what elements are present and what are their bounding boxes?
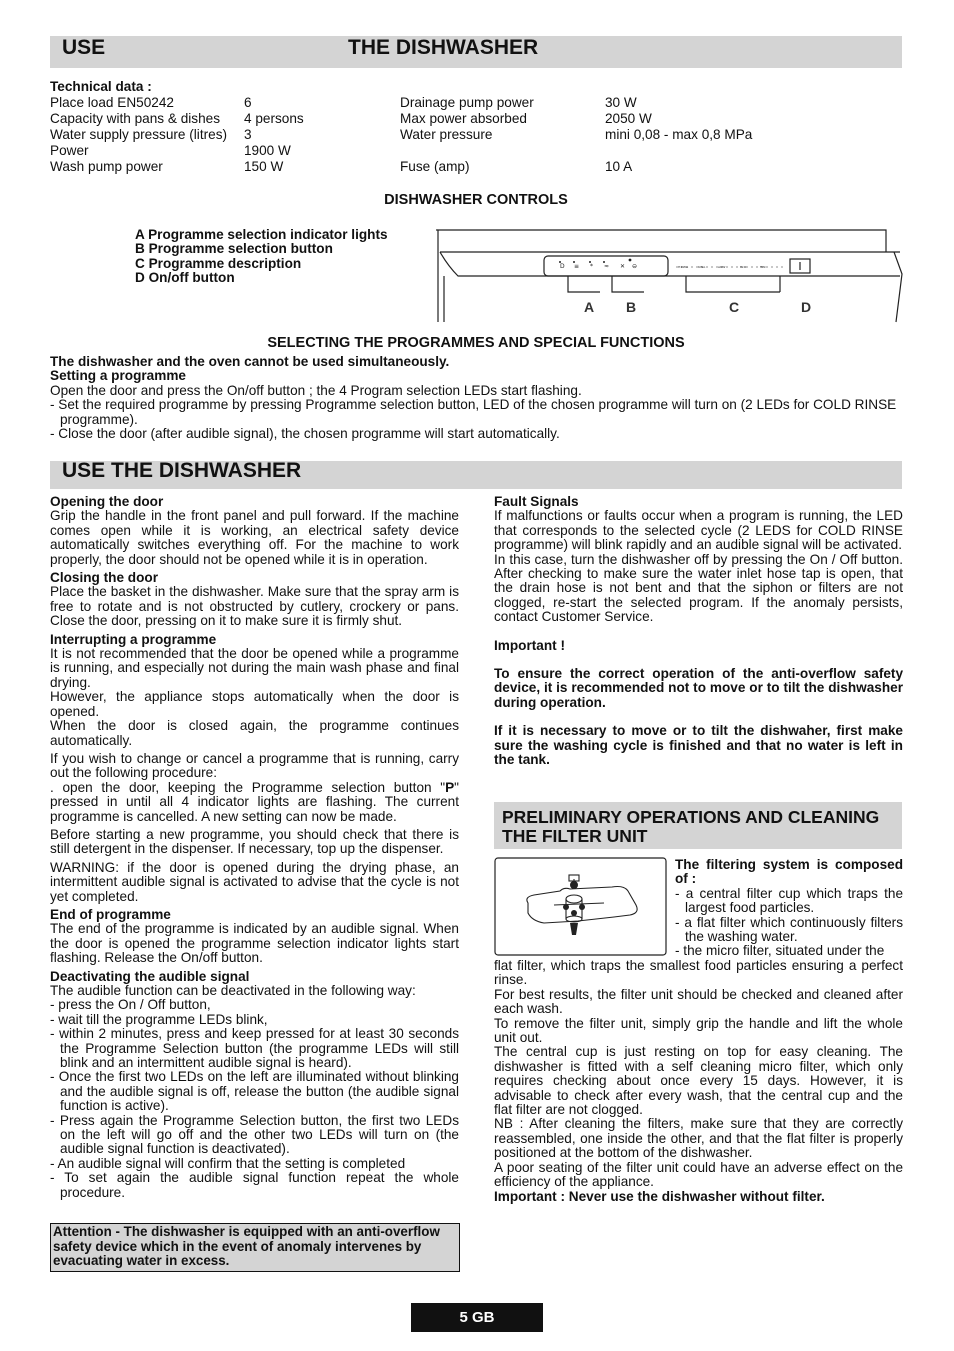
deact-item: - within 2 minutes, press and keep pressed for at least 30 seconds the Programme Selection button (the programme LEDs will still blink and an intermittent audible signal is heard).	[50, 1026, 459, 1071]
technical-label: Fuse (amp)	[400, 158, 470, 174]
filter-body	[494, 959, 903, 1204]
filter-cont: flat filter, which traps the smallest food particles ensuring a perfect rinse.	[494, 958, 903, 988]
deact-item: - To set again the audible signal function repeat the whole procedure.	[50, 1170, 459, 1200]
technical-title: Technical data :	[50, 79, 152, 94]
svg-text:D: D	[560, 263, 565, 270]
technical-value: 4 persons	[244, 110, 304, 126]
technical-value: 10 A	[605, 158, 633, 174]
closing-text: Place the basket in the dishwasher. Make sure that the spray arm is free to rotate and is not obstructed by cutlery, crockery or pans. Close the door, pressing on it to make sure it is firmly shut.	[50, 584, 459, 629]
legend-item: A Programme selection indicator lights	[135, 227, 388, 242]
selecting-line: - Set the required programme by pressing Programme selection button, LED of the chosen programme will turn on (2 LEDs for COLD RINSE programme).	[50, 397, 897, 427]
selecting-line: Open the door and press the On/off button ; the 4 Program selection LEDs start flashing.	[50, 382, 582, 398]
control-panel-figure	[434, 226, 904, 324]
svg-text:⊖: ⊖	[632, 263, 638, 270]
deact-item: - Once the first two LEDs on the left are illuminated without blinking and the audible signal is off, release the button (the audible signal function is active).	[50, 1069, 459, 1114]
important-text: If it is necessary to move or to tilt the dishwaher, first make sure the washing cycle is finished and that no water is left in the tank.	[494, 723, 903, 768]
section-title-prelim: PRELIMINARY OPERATIONS AND CLEANING THE FILTER UNIT	[502, 807, 880, 846]
page-number: 5 GB	[411, 1303, 543, 1332]
interrupt-procedure-a: . open the door, keeping the Programme selection button "	[50, 779, 446, 795]
technical-row	[400, 159, 752, 175]
legend-item: B Programme selection button	[135, 241, 333, 257]
deact-item: - press the On / Off button,	[50, 997, 211, 1013]
svg-text:ᴷᵂᴬ: ᴷᵂᴬ	[698, 266, 706, 272]
selecting-title: SELECTING THE PROGRAMMES AND SPECIAL FUNCTIONS	[267, 335, 685, 351]
technical-row	[50, 159, 304, 175]
fault-text: In this case, turn the dishwasher off by pressing the On / Off button. After checking to make sure the water inlet hose tap is open, that the drain hose is not bent and that the siphon or filters are not clogged, re-start the selected program. If the anomaly persists, contact Customer Service.	[494, 551, 903, 625]
interrupt-text: It is not recommended that the door be opened while a programme is running, and especially not during the main wash phase and final drying.	[50, 646, 459, 690]
technical-label: Water pressure	[400, 126, 493, 142]
filter-item: - a flat filter which continuously filters the washing water.	[675, 914, 903, 945]
technical-row	[50, 143, 304, 159]
technical-table-left	[50, 95, 304, 175]
technical-value: 3	[244, 126, 252, 142]
filter-item: - a central filter cup which traps the largest food particles.	[675, 885, 903, 916]
technical-row	[400, 95, 752, 111]
opening-title: Opening the door	[50, 494, 164, 509]
technical-label: Place load EN50242	[50, 94, 174, 110]
svg-text:ᴿᴵᴺ: ᴿᴵᴺ	[760, 266, 766, 272]
interrupt-procedure-c: " pressed in until all 4 indicator lights are flashing. The current programme is cancelled. A new setting can now be made.	[50, 779, 459, 824]
technical-row	[400, 111, 752, 127]
technical-row	[400, 143, 752, 159]
figure-label-d: D	[801, 299, 812, 315]
header-title: THE DISHWASHER	[348, 36, 539, 59]
technical-value: 2050 W	[605, 110, 652, 126]
svg-text:✕: ✕	[620, 263, 626, 270]
interrupt-text: WARNING: if the door is opened during the drying phase, an intermittent audible signal is activated to advise that the cycle is not yet completed.	[50, 859, 459, 904]
technical-data	[50, 80, 152, 94]
technical-label: Power	[50, 142, 89, 158]
svg-text:ᴱᶜᴼ: ᴱᶜᴼ	[740, 266, 747, 272]
filter-important: Important : Never use the dishwasher without filter.	[494, 1188, 825, 1204]
selecting-subtitle: Setting a programme	[50, 368, 186, 384]
left-column	[50, 495, 459, 1200]
selecting-line: - Close the door (after audible signal), the chosen programme will start automatically.	[50, 426, 560, 442]
technical-table-right	[400, 95, 752, 175]
right-column	[494, 495, 903, 768]
technical-value: 30 W	[605, 94, 637, 110]
section-bar-use	[50, 461, 902, 489]
technical-label: Wash pump power	[50, 158, 163, 174]
deact-title: Deactivating the audible signal	[50, 968, 250, 984]
technical-label: Max power absorbed	[400, 110, 527, 126]
filter-item: - the micro filter, situated under the	[675, 943, 885, 959]
selecting-section	[50, 355, 906, 441]
opening-text: Grip the handle in the front panel and pull forward. If the machine comes open while it is working, an electrical safety device automatically switches everything off. For the machine to work properly, the door should not be opened while it is in operation.	[50, 508, 459, 567]
technical-value: 6	[244, 94, 252, 110]
legend-item: D On/off button	[135, 270, 235, 286]
technical-row	[50, 111, 304, 127]
deact-item: - wait till the programme LEDs blink,	[50, 1011, 268, 1027]
technical-value: 150 W	[244, 158, 284, 174]
filter-text: For best results, the filter unit should be checked and cleaned after each wash.	[494, 986, 903, 1017]
legend-item: C Programme description	[135, 255, 302, 271]
filter-text: A poor seating of the filter unit could have an adverse effect on the efficiency of the appliance.	[494, 1159, 903, 1190]
deact-intro: The audible function can be deactivated in the following way:	[50, 983, 416, 998]
svg-text:≡: ≡	[574, 263, 580, 270]
interrupt-text: However, the appliance stops automatically when the door is opened.	[50, 689, 459, 719]
controls-title: DISHWASHER CONTROLS	[384, 192, 568, 208]
technical-row	[400, 127, 752, 143]
technical-label: Water supply pressure (litres)	[50, 126, 228, 142]
filter-text: NB : After cleaning the filters, make sure that they are correctly reassembled, one inside the other, and that the flat filter is properly positioned at the bottom of the dishwasher.	[494, 1116, 903, 1161]
svg-text:ᴬᴷᵂ: ᴬᴷᵂ	[718, 266, 726, 272]
technical-value: 1900 W	[244, 142, 291, 158]
interrupt-procedure-key: P	[445, 779, 455, 795]
svg-text:*: *	[590, 263, 593, 270]
important-text: To ensure the correct operation of the anti-overflow safety device, it is recommended not to move or to tilt the dishwasher during operation.	[494, 666, 903, 710]
attention-box: Attention - The dishwasher is equipped with an anti-overflow safety device which in the event of anomaly intervenes by evacuating water in excess.	[50, 1223, 460, 1272]
technical-label: Drainage pump power	[400, 94, 534, 110]
controls-legend	[135, 228, 388, 286]
important-title: Important !	[494, 637, 565, 653]
technical-label	[400, 143, 605, 159]
filter-text: The central cup is just resting on top for easy cleaning. The dishwasher is fitted with a self cleaning micro filter, which only requires checking about once every 15 days. However, it is advisable to check after every wash, that the central cup and the flat filter are not clogged.	[494, 1044, 903, 1118]
deact-item: - An audible signal will confirm that the setting is completed	[50, 1155, 406, 1171]
figure-label-b: B	[626, 299, 637, 315]
header-bar	[50, 36, 902, 68]
header-left: USE	[62, 36, 106, 59]
filter-unit-figure	[494, 857, 668, 957]
section-bar-prelim	[494, 802, 902, 849]
figure-label-a: A	[584, 299, 595, 315]
selecting-warning: The dishwasher and the oven cannot be used simultaneously.	[50, 354, 450, 369]
technical-value	[605, 143, 752, 159]
section-title-use: USE THE DISHWASHER	[62, 459, 302, 482]
interrupt-text: Before starting a new programme, you should check that there is still detergent in the dispenser. If necessary, top up the dispenser.	[50, 826, 459, 857]
technical-row	[50, 95, 304, 111]
figure-label-c: C	[729, 299, 740, 315]
svg-text:ᴴ°ᵂᴬ: ᴴ°ᵂᴬ	[678, 266, 689, 272]
filter-title: The filtering system is composed of :	[675, 857, 903, 887]
technical-value: mini 0,08 - max 0,8 MPa	[605, 126, 753, 142]
filter-intro	[675, 858, 903, 959]
interrupt-text: If you wish to change or cancel a programme that is running, carry out the following procedure:	[50, 750, 459, 781]
technical-label: Capacity with pans & dishes	[50, 110, 221, 126]
filter-text: To remove the filter unit, simply grip the handle and lift the whole unit out.	[494, 1015, 903, 1046]
interrupt-title: Interrupting a programme	[50, 631, 217, 647]
end-text: The end of the programme is indicated by an audible signal. When the door is opened the programme selection indicator lights start flashing. Release the On/off button.	[50, 921, 459, 966]
svg-text:≈: ≈	[604, 263, 610, 270]
technical-row	[50, 127, 304, 143]
fault-title: Fault Signals	[494, 494, 579, 509]
interrupt-procedure	[50, 781, 459, 824]
end-title: End of programme	[50, 906, 171, 922]
fault-text: If malfunctions or faults occur when a program is running, the LED that corresponds to the selected cycle (2 LEDS for COLD RINSE programme) will blink rapidly and an audible signal will be activated.	[494, 508, 903, 553]
deact-item: - Press again the Programme Selection button, the first two LEDs on the left will go off and the other two LEDs will turn on (the audible signal function is deactivated).	[50, 1112, 459, 1157]
closing-title: Closing the door	[50, 570, 158, 586]
interrupt-text: When the door is closed again, the programme continues automatically.	[50, 718, 459, 748]
